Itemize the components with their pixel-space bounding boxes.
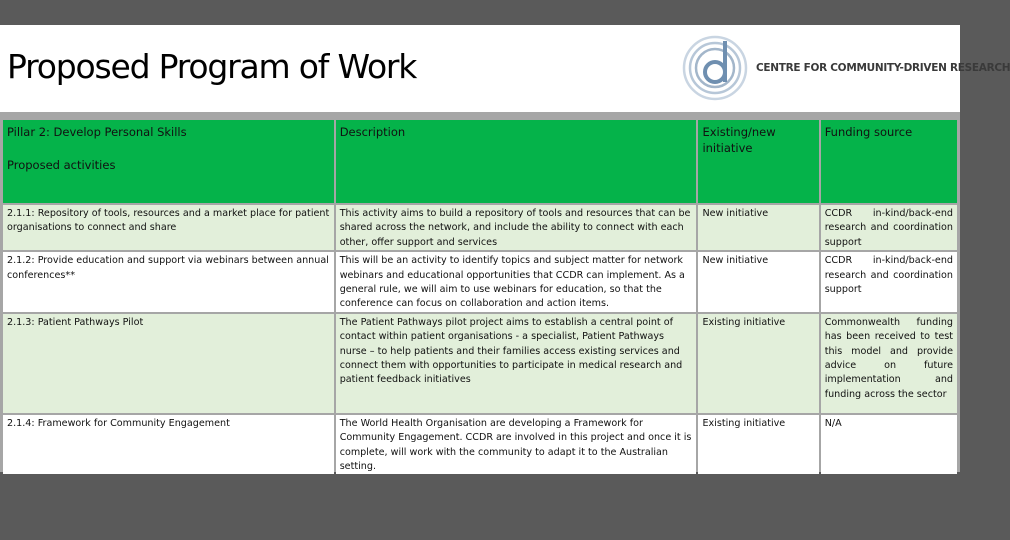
ccdr-logo-icon	[680, 33, 750, 103]
table-header-row	[3, 120, 957, 203]
funding-cell: N/A	[821, 415, 957, 475]
logo-text: CENTRE FOR COMMUNITY-DRIVEN RESEARCH	[756, 62, 1010, 74]
activity-cell: 2.1.3: Patient Pathways Pilot	[3, 314, 334, 413]
description-cell: The Patient Pathways pilot project aims to establish a central point of contact within patient organisations - a specialist, Patient Pathways nurse – to help patients and their families access existing services and connect them with opportunities to participate in medical research and patient feedback initiatives	[336, 314, 697, 413]
activity-cell: 2.1.4: Framework for Community Engagement	[3, 415, 334, 475]
funding-cell: CCDR in-kind/back-end research and coordination support	[821, 205, 957, 250]
table-row	[3, 205, 957, 250]
header-funding-source: Funding source	[821, 120, 957, 203]
program-table	[1, 118, 959, 476]
activity-cell: 2.1.1: Repository of tools, resources and a market place for patient organisations to connect and share	[3, 205, 334, 250]
table-row	[3, 252, 957, 312]
status-cell: Existing initiative	[698, 415, 818, 475]
status-cell: New initiative	[698, 252, 818, 312]
description-cell: This activity aims to build a repository of tools and resources that can be shared across the network, and include the ability to connect with each other, offer support and services	[336, 205, 697, 250]
organisation-logo	[680, 33, 1010, 103]
proposed-activities-label: Proposed activities	[7, 158, 116, 172]
slide	[0, 25, 1010, 473]
pillar-title: Pillar 2: Develop Personal Skills	[7, 125, 187, 139]
description-cell: The World Health Organisation are developing a Framework for Community Engagement. CCDR are involved in this project and once it is complete, will work with the community to adapt it to the Australian setting.	[336, 415, 697, 475]
table-row	[3, 314, 957, 413]
page-title: Proposed Program of Work	[7, 47, 417, 86]
header-existing-new: Existing/new initiative	[698, 120, 818, 203]
status-cell: Existing initiative	[698, 314, 818, 413]
table-row	[3, 415, 957, 475]
funding-cell: Commonwealth funding has been received to test this model and provide advice on future implementation and funding across the sector	[821, 314, 957, 413]
header-pillar	[3, 120, 334, 203]
activity-cell: 2.1.2: Provide education and support via webinars between annual conferences**	[3, 252, 334, 312]
status-cell: New initiative	[698, 205, 818, 250]
header-description: Description	[336, 120, 697, 203]
funding-cell: CCDR in-kind/back-end research and coordination support	[821, 252, 957, 312]
description-cell: This will be an activity to identify topics and subject matter for network webinars and educational opportunities that CCDR can implement. As a general rule, we will aim to use webinars for education, so that the conference can focus on collaboration and action items.	[336, 252, 697, 312]
program-table-frame	[0, 112, 960, 472]
